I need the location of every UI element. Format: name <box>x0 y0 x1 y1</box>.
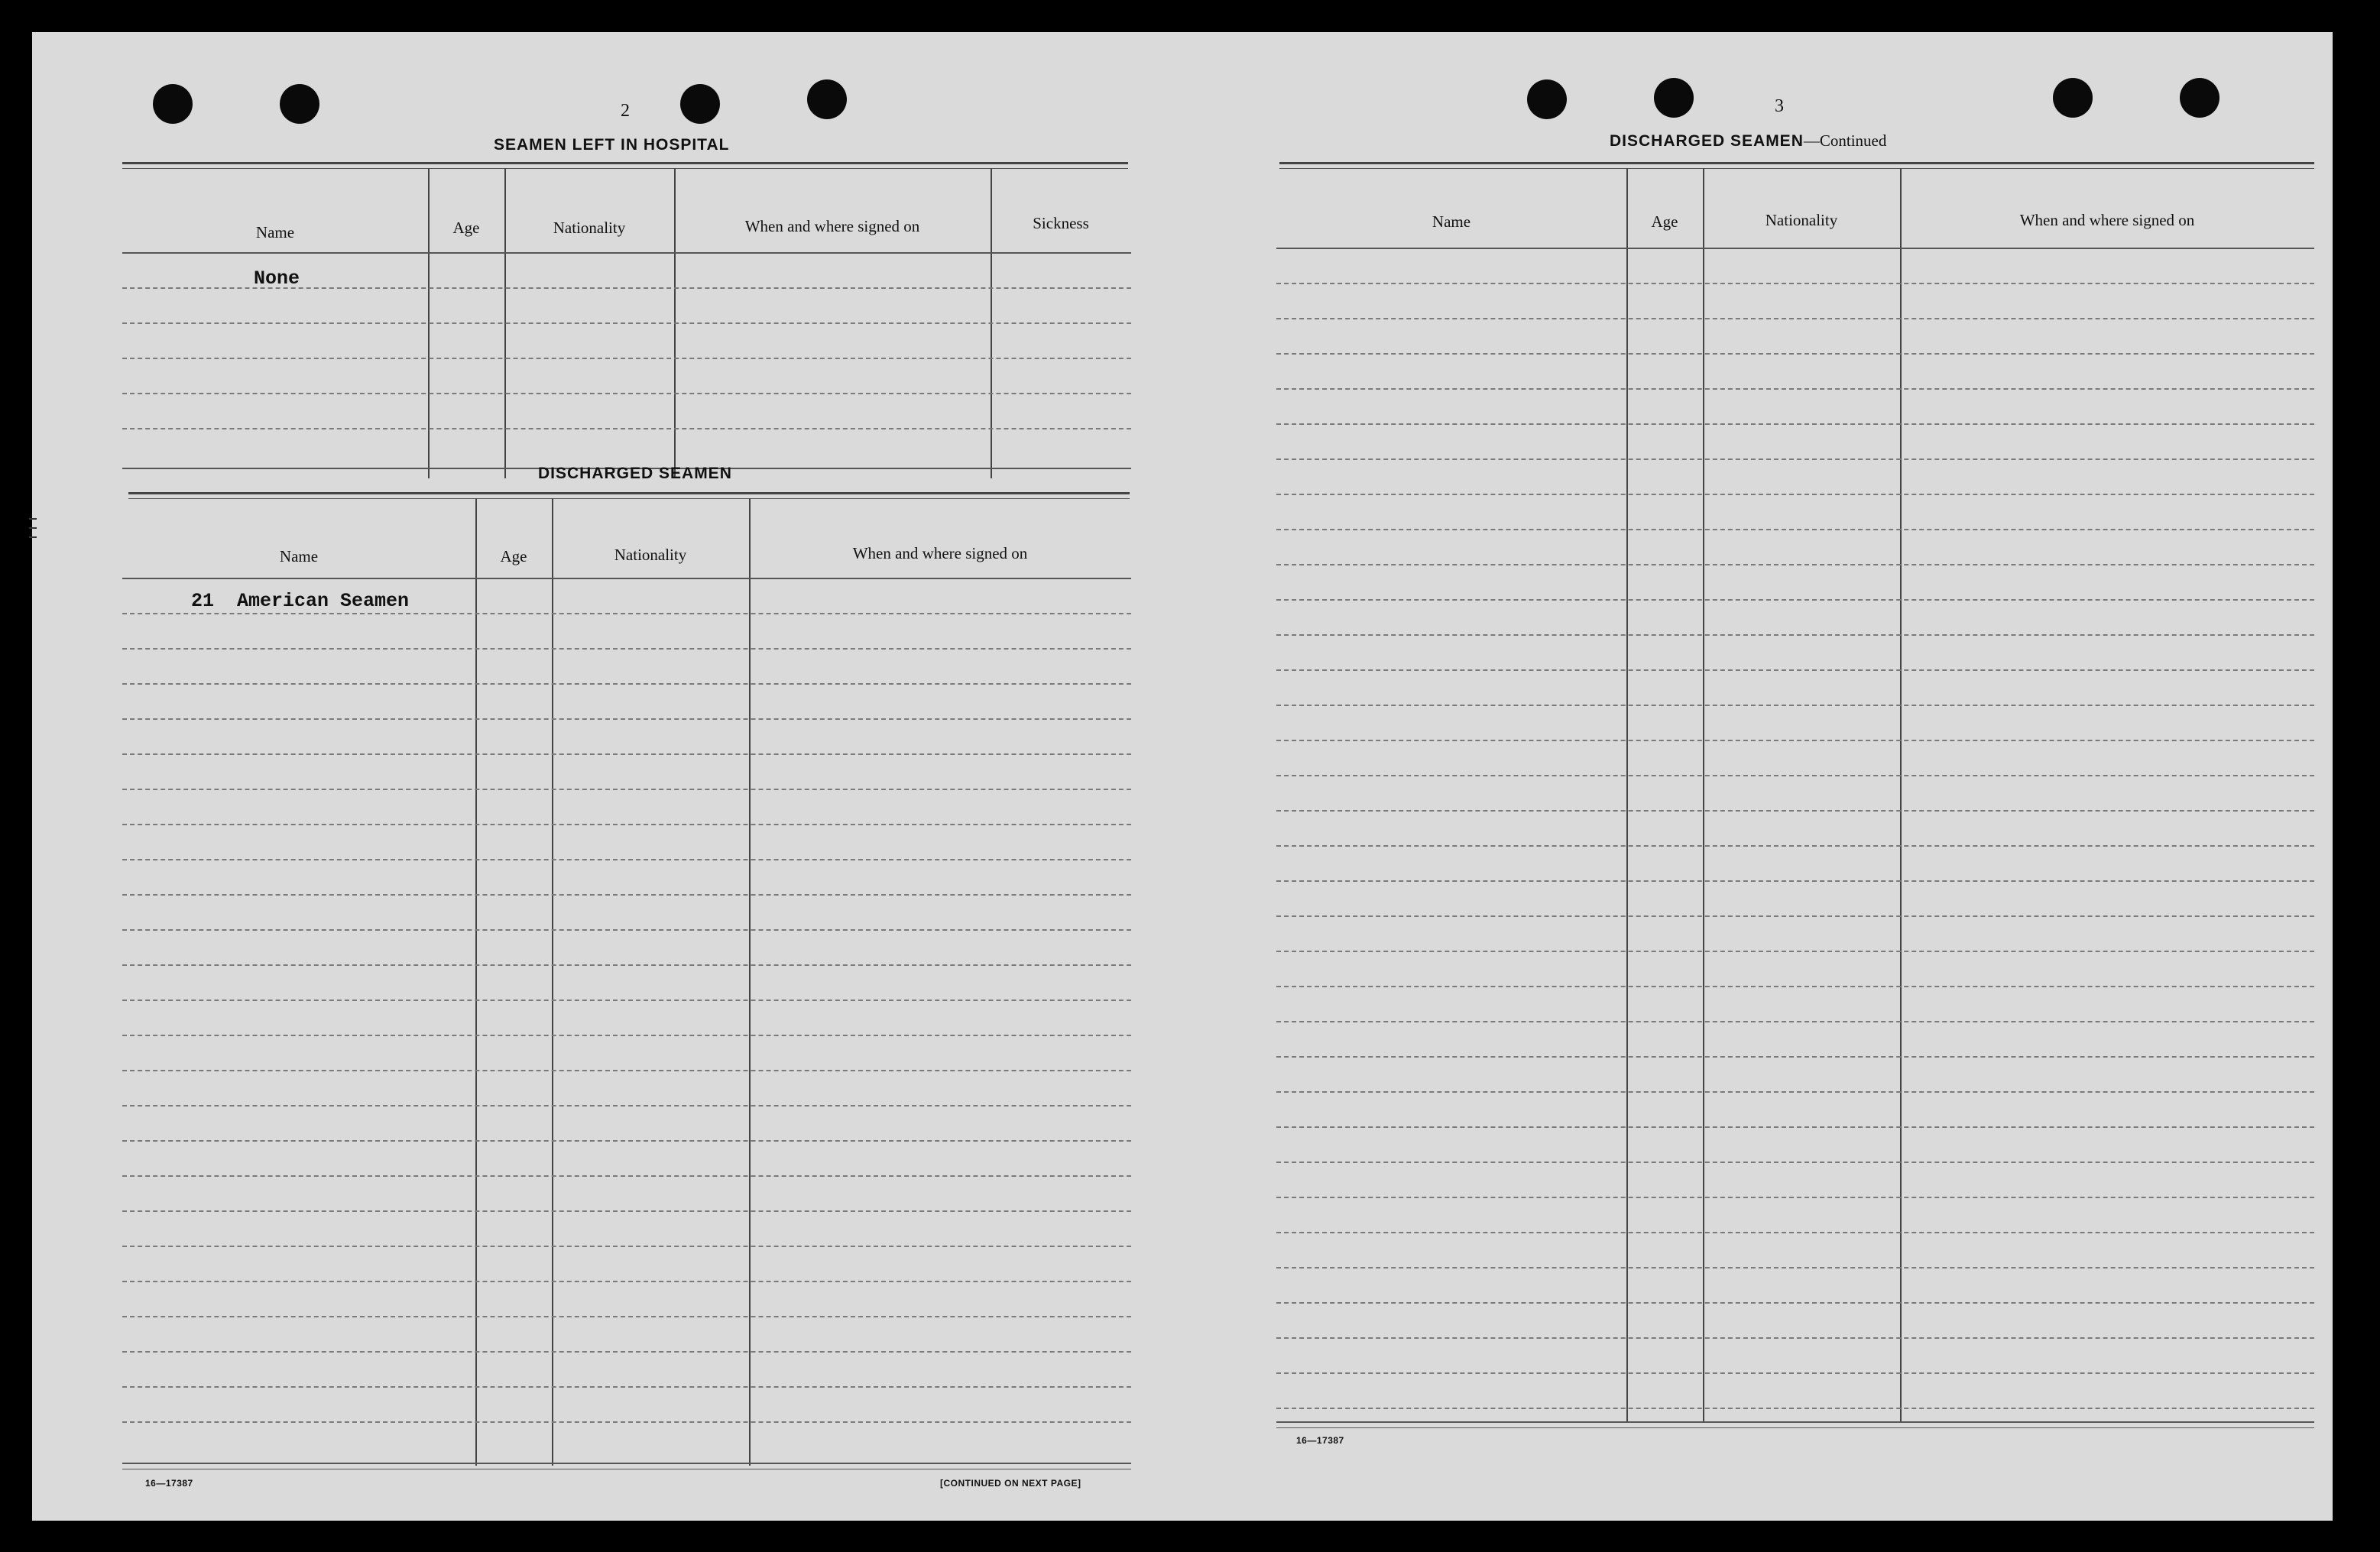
continued-row-line <box>1276 494 2314 495</box>
continued-col-name: Name <box>1432 212 1471 231</box>
continued-row-line <box>1276 388 2314 390</box>
discharged-row-line <box>122 1351 1131 1353</box>
continued-col-nationality: Nationality <box>1765 211 1838 229</box>
discharged-row-line <box>122 1421 1131 1423</box>
discharged-row-line <box>122 1175 1131 1177</box>
discharged-col-age: Age <box>500 547 527 565</box>
discharged-continued-table <box>1276 168 2314 1444</box>
continued-row-line <box>1276 1267 2314 1268</box>
discharged-header-rule <box>122 578 1131 579</box>
continued-row-line <box>1276 1302 2314 1304</box>
continued-row-line <box>1276 564 2314 565</box>
continued-row-line <box>1276 1408 2314 1409</box>
discharged-col-divider <box>552 498 553 1466</box>
continued-top-rule <box>1279 162 2314 164</box>
discharged-continued-title <box>1610 131 1886 151</box>
punch-hole <box>280 84 319 124</box>
margin-mark <box>29 527 37 529</box>
hospital-row-line <box>122 322 1131 324</box>
continued-row-line <box>1276 318 2314 319</box>
continued-row-line <box>1276 1126 2314 1128</box>
discharged-row-line <box>122 929 1131 931</box>
discharged-row-line <box>122 648 1131 650</box>
page-number-left: 2 <box>621 101 630 121</box>
continued-row-line <box>1276 845 2314 847</box>
discharged-col-nationality: Nationality <box>614 546 687 564</box>
hospital-col-sickness: Sickness <box>1033 214 1089 232</box>
hospital-section-title: SEAMEN LEFT IN HOSPITAL <box>494 136 730 154</box>
discharged-entry-name: 21 American Seamen <box>191 590 410 612</box>
discharged-row-line <box>122 824 1131 825</box>
discharged-col-divider <box>475 498 477 1466</box>
discharged-row-line <box>122 1386 1131 1388</box>
discharged-table <box>122 498 1131 1466</box>
continued-col-divider <box>1703 168 1704 1421</box>
hospital-col-name: Name <box>255 223 295 241</box>
continued-row-line <box>1276 1056 2314 1058</box>
discharged-row-line <box>122 683 1131 685</box>
discharged-row-line <box>122 1281 1131 1282</box>
discharged-col-name: Name <box>279 547 319 565</box>
continued-row-line <box>1276 669 2314 671</box>
continued-row-line <box>1276 1372 2314 1374</box>
continued-row-line <box>1276 1021 2314 1022</box>
continued-bottom-rule <box>1276 1421 2314 1423</box>
discharged-row-line <box>122 1210 1131 1212</box>
continued-header-rule <box>1276 248 2314 249</box>
continued-row-line <box>1276 1091 2314 1093</box>
punch-hole <box>2053 78 2093 118</box>
discharged-row-line <box>122 964 1131 966</box>
punch-hole <box>153 84 193 124</box>
continued-row-line <box>1276 1197 2314 1198</box>
continued-note: [CONTINUED ON NEXT PAGE] <box>940 1478 1081 1489</box>
hospital-table <box>122 168 1131 478</box>
hospital-header-rule <box>122 252 1131 254</box>
continued-row-line <box>1276 986 2314 987</box>
hospital-row-line <box>122 358 1131 359</box>
hospital-col-nationality: Nationality <box>553 219 626 237</box>
form-number-right: 16—17387 <box>1296 1435 1344 1446</box>
continued-row-line <box>1276 1232 2314 1233</box>
form-number-left: 16—17387 <box>145 1478 193 1489</box>
continued-row-line <box>1276 705 2314 706</box>
continued-row-line <box>1276 810 2314 812</box>
discharged-row-line <box>122 789 1131 790</box>
continued-col-divider <box>1626 168 1628 1421</box>
continued-row-line <box>1276 634 2314 636</box>
continued-row-line <box>1276 915 2314 917</box>
continued-row-line <box>1276 740 2314 741</box>
hospital-top-rule <box>122 162 1128 164</box>
continued-col-divider <box>1900 168 1902 1421</box>
continued-row-line <box>1276 775 2314 776</box>
continued-row-line <box>1276 423 2314 425</box>
discharged-row-line <box>122 859 1131 860</box>
continued-row-line <box>1276 1337 2314 1339</box>
hospital-entry-name: None <box>254 267 300 290</box>
punch-hole <box>2180 78 2219 118</box>
punch-hole <box>680 84 720 124</box>
margin-mark <box>29 536 37 538</box>
discharged-row-line <box>122 1035 1131 1036</box>
discharged-row-line <box>122 894 1131 896</box>
discharged-row-line <box>122 613 1131 614</box>
page-number-right: 3 <box>1775 96 1784 116</box>
continued-row-line <box>1276 951 2314 952</box>
punch-hole <box>1527 79 1567 119</box>
discharged-col-divider <box>749 498 751 1466</box>
hospital-row-line <box>122 287 1131 289</box>
discharged-row-line <box>122 1316 1131 1317</box>
discharged-section-title: DISCHARGED SEAMEN <box>538 465 732 482</box>
hospital-row-line <box>122 393 1131 394</box>
continued-row-line <box>1276 353 2314 355</box>
continued-row-line <box>1276 1162 2314 1163</box>
continued-col-signed-on: When and where signed on <box>2019 211 2195 229</box>
continued-row-line <box>1276 529 2314 530</box>
discharged-bottom-rule <box>122 1463 1131 1464</box>
form-paper <box>32 32 2333 1521</box>
continued-row-line <box>1276 283 2314 284</box>
discharged-continued-title-main: DISCHARGED SEAMEN <box>1610 132 1804 150</box>
hospital-row-line <box>122 428 1131 429</box>
punch-hole <box>807 79 847 119</box>
continued-row-line <box>1276 599 2314 601</box>
discharged-top-rule <box>128 492 1130 494</box>
punch-hole <box>1654 78 1694 118</box>
discharged-continued-suffix: —Continued <box>1803 131 1887 150</box>
hospital-col-signed-on: When and where signed on <box>744 217 920 235</box>
continued-row-line <box>1276 458 2314 460</box>
continued-bottom-rule-2 <box>1276 1427 2314 1428</box>
discharged-row-line <box>122 1246 1131 1247</box>
discharged-row-line <box>122 1070 1131 1071</box>
discharged-row-line <box>122 718 1131 720</box>
hospital-col-age: Age <box>452 219 480 237</box>
margin-mark <box>29 518 37 520</box>
discharged-row-line <box>122 1000 1131 1001</box>
discharged-col-signed-on: When and where signed on <box>852 544 1028 562</box>
discharged-row-line <box>122 1140 1131 1142</box>
continued-row-line <box>1276 880 2314 882</box>
discharged-row-line <box>122 1105 1131 1106</box>
discharged-row-line <box>122 753 1131 755</box>
continued-col-age: Age <box>1651 212 1678 231</box>
